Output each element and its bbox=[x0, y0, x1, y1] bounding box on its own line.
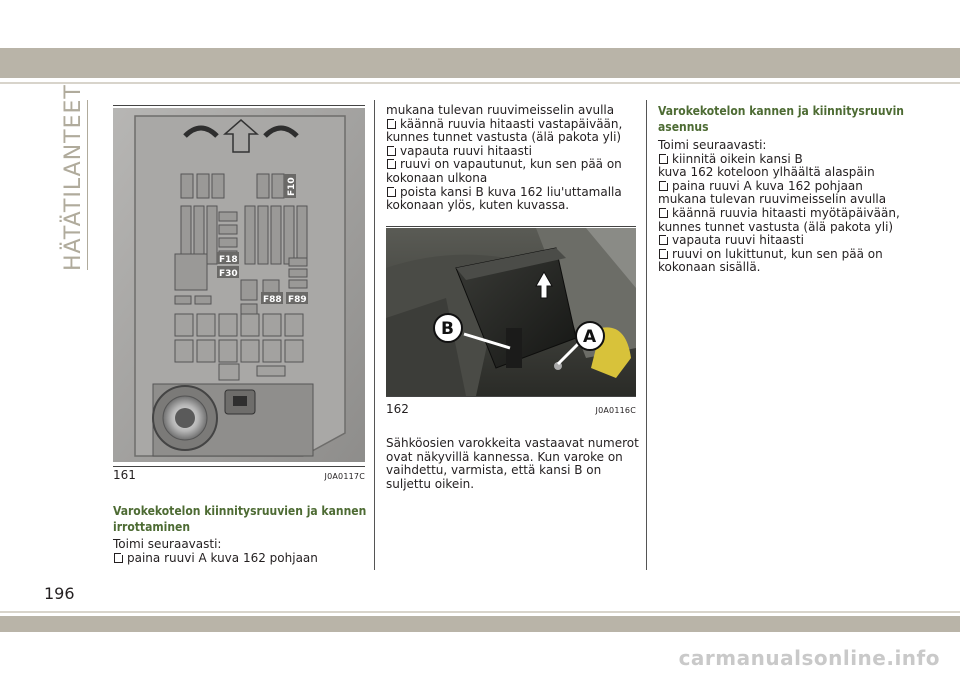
figure-161-caption bbox=[113, 468, 365, 482]
page-number: 196 bbox=[44, 584, 75, 603]
figure-162-code: J0A0116C bbox=[595, 406, 636, 415]
col1-heading: Varokekotelon kiinnitysruuvien ja kannen irrottaminen bbox=[113, 504, 367, 534]
col2-step: poista kansi B kuva 162 liu'uttamalla bbox=[386, 186, 622, 200]
col1-intro: Toimi seuraavasti: bbox=[113, 537, 222, 551]
checkbox-bullet-icon bbox=[114, 553, 123, 563]
col3-heading: Varokekotelon kannen ja kiinnitysruuvin asennus bbox=[658, 104, 904, 134]
column-divider-1 bbox=[374, 100, 375, 570]
col3-body: Toimi seuraavasti: kiinnitä oikein kansi B kuva 162 koteloon ylhäältä alaspäin paina ruuvi A kuva 162 pohjaan mukana tulevan ruuvimeisselin avulla käännä ruuvia hitaasti myötäpäivään, kunnes tunnet vastusta (älä pakota yli) vapauta ruuvi hitaasti ruuvi on lukittunut, kun sen pää on kokonaan sisällä. bbox=[658, 138, 900, 275]
footer-band bbox=[0, 616, 960, 632]
watermark: carmanualsonline.info bbox=[678, 646, 940, 670]
figure-161-bottom-rule bbox=[113, 466, 365, 467]
figure-162-top-rule bbox=[386, 226, 636, 227]
fuse-label-f18: F18 bbox=[219, 255, 238, 265]
figure-161-number: 161 bbox=[113, 468, 136, 482]
footer-band-rule bbox=[0, 611, 960, 613]
callout-b: B bbox=[441, 319, 454, 339]
header-band bbox=[0, 48, 960, 78]
fuse-label-f88: F88 bbox=[263, 295, 282, 305]
checkbox-bullet-icon bbox=[387, 146, 396, 156]
col2-step: ruuvi on vapautunut, kun sen pää on bbox=[386, 158, 622, 172]
col3-step: ruuvi on lukittunut, kun sen pää on bbox=[658, 248, 900, 262]
figure-162-bottom-rule bbox=[386, 396, 636, 397]
col3-step: paina ruuvi A kuva 162 pohjaan bbox=[658, 180, 900, 194]
checkbox-bullet-icon bbox=[659, 235, 668, 245]
fuse-label-f30: F30 bbox=[219, 269, 238, 279]
figure-161-fuse-box bbox=[113, 108, 365, 462]
checkbox-bullet-icon bbox=[659, 249, 668, 259]
checkbox-bullet-icon bbox=[387, 159, 396, 169]
col2-step: vapauta ruuvi hitaasti bbox=[386, 145, 622, 159]
col2-step: käännä ruuvia hitaasti vastapäivään, bbox=[386, 118, 622, 132]
checkbox-bullet-icon bbox=[387, 119, 396, 129]
figure-161-code: J0A0117C bbox=[324, 472, 365, 481]
callout-a: A bbox=[583, 327, 597, 347]
figure-161-top-rule bbox=[113, 105, 365, 106]
figure-162-photo bbox=[386, 228, 636, 396]
col3-step: kiinnitä oikein kansi B bbox=[658, 153, 900, 167]
col3-step: käännä ruuvia hitaasti myötäpäivään, bbox=[658, 207, 900, 221]
figure-162-caption bbox=[386, 402, 636, 416]
col2-steps: mukana tulevan ruuvimeisselin avulla käännä ruuvia hitaasti vastapäivään, kunnes tunnet vastusta (älä pakota yli) vapauta ruuvi hitaasti ruuvi on vapautunut, kun sen pää on kokonaan ulkona poista kansi B kuva 162 liu'uttamalla kokonaan ylös, kuten kuvassa. bbox=[386, 103, 623, 213]
col2-paragraph: Sähköosien varokkeita vastaavat numerot ovat näkyvillä kannessa. Kun varoke on vaihdettu, varmista, että kansi B on suljettu oikein. bbox=[386, 436, 639, 491]
col3-step: vapauta ruuvi hitaasti bbox=[658, 234, 900, 248]
checkbox-bullet-icon bbox=[659, 208, 668, 218]
section-title-rule bbox=[87, 100, 88, 270]
col3-intro: Toimi seuraavasti: bbox=[658, 138, 767, 152]
checkbox-bullet-icon bbox=[659, 154, 668, 164]
fuse-label-f10: F10 bbox=[287, 177, 297, 196]
checkbox-bullet-icon bbox=[659, 181, 668, 191]
fuse-label-f89: F89 bbox=[288, 295, 307, 305]
header-band-rule bbox=[0, 82, 960, 84]
section-title: HÄTÄTILANTEET bbox=[61, 84, 86, 271]
col1-body bbox=[113, 538, 318, 565]
checkbox-bullet-icon bbox=[387, 187, 396, 197]
col1-step-1: paina ruuvi A kuva 162 pohjaan bbox=[113, 552, 318, 566]
column-divider-2 bbox=[646, 100, 647, 570]
figure-162-number: 162 bbox=[386, 402, 409, 416]
